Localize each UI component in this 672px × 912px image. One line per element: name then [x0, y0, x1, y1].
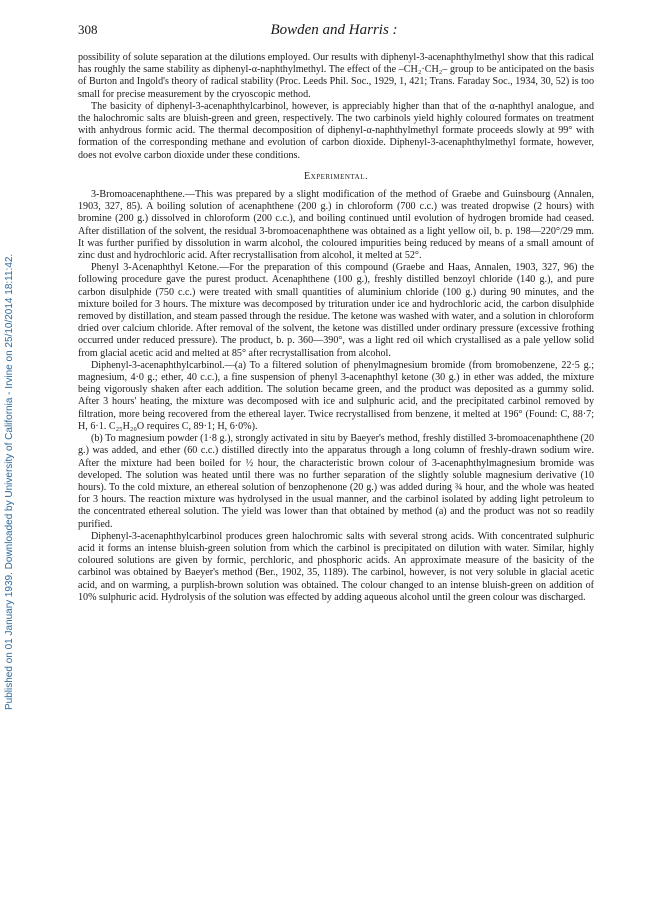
paragraph-bromoacenaphthene: 3-Bromoacenaphthene.—This was prepared by a slight modification of the method of Graebe and Guinsbourg (Annalen, 1903, 327, 85). A boiling solution of acenaphthene (200 g.) in chloroform (700 c.c.) was treated dropwise (2 hours) with bromine (200 g.) dissolved in chloroform (200 c.c.), and boiling continued until evolution of hydrogen bromide had ceased. After distillation of the solvent, the residual 3-bromoacenaphthene was obtained as a light yellow oil, b. p. 198—220°/29 mm. It was further purified by dissolution in warm alcohol, the coloured impurities being reduced by means of a small amount of zinc dust and hydrochloric acid. After recrystallisation from alcohol, it melted at 52°. — [78, 189, 594, 262]
paragraph-basicity: The basicity of diphenyl-3-acenaphthylcarbinol, however, is appreciably higher than that of the α-naphthyl analogue, and the halochromic salts are bluish-green and green, respectively. The two carbinols yield highly coloured formates on treatment with anhydrous formic acid. The thermal decomposition of diphenyl-α-naphthylmethyl formate proceeds slowly at 99° with formation of the corresponding methane and evolution of carbon dioxide. Diphenyl-3-acenaphthylmethyl formate, however, does not evolve carbon dioxide under these conditions. — [78, 100, 594, 161]
page-header — [78, 22, 594, 44]
paragraph-phenyl-ketone: Phenyl 3-Acenaphthyl Ketone.—For the preparation of this compound (Graebe and Haas, Annalen, 1903, 327, 96) the following procedure gave the purest product. Acenaphthene (100 g.), freshly distilled benzoyl chloride (140 g.), and pure carbon disulphide (750 c.c.) were treated with small quantities of aluminium chloride (100 g.) during 90 minutes, and the mixture boiled for 3 hours. The mixture was decomposed by trituration under ice and hydrochloric acid, the carbon disulphide removed by distillation, and steam passed through the residue. The ketone was washed with water, and a solution in chloroform dried over calcium chloride. After removal of the solvent, the ketone was distilled under ordinary pressure (excessive frothing occurred under reduced pressure). The product, b. p. 360—390°, was a light red oil which crystallised as a pale yellow solid from glacial acetic acid and melted at 85° after recrystallisation from alcohol. — [78, 262, 594, 359]
paragraph-carbinol-method-b: (b) To magnesium powder (1·8 g.), strongly activated in situ by Baeyer's method, freshly distilled 3-bromoacenaphthene (20 g.) was added, and ether (60 c.c.) distilled directly into the apparatus through a long column of freshly-drawn sodium wire. After the mixture had been boiled for ½ hour, the characteristic brown colour of 3-acenaphthylmagnesium bromide was developed. The solution was heated until there was no further separation of the slightly soluble magnesium derivative (10 hours). To the cold mixture, an ethereal solution of benzophenone (20 g.) was added during ¾ hour, and the whole was heated for 3 hours. The reaction mixture was hydrolysed in the usual manner, and the carbinol isolated by adding light petroleum to the concentrated ethereal solution. The yield was lower than that obtained by method (a) and the product was not so readily purified. — [78, 433, 594, 530]
paragraph-halochromic-salts: Diphenyl-3-acenaphthylcarbinol produces green halochromic salts with several strong acids. With concentrated sulphuric acid it forms an intense bluish-green solution from which the carbinol is precipitated on dilution with water. Similar, highly coloured solutions are given by formic, perchloric, and phosphoric acids. An approximate measure of the basicity of the carbinol was obtained by Baeyer's method (Ber., 1902, 35, 1189). The carbinol, however, is not very soluble in glacial acetic acid, and on warming, a purplish-brown solution was obtained. The colour changed to an intense bluish-green on addition of 10% sulphuric acid. Hydrolysis of the solution was effected by adding aqueous alcohol until the green colour was discharged. — [78, 530, 594, 603]
paragraph-carbinol-method-a: Diphenyl-3-acenaphthylcarbinol.—(a) To a filtered solution of phenylmagnesium bromide (from bromobenzene, 22·5 g.; magnesium, 4·0 g.; ether, 40 c.c.), a fine suspension of phenyl 3-acenaphthyl ketone (30 g.) in ether was added, the mixture being vigorously shaken after each addition. The solution became green, and the product was deposited as a gummy solid. After 3 hours' heating, the mixture was decomposed with ice and sulphuric acid, and the precipitated carbinol removed by filtration, more being recovered from the ethereal layer. Twice recrystallised from benzene, it melted at 196° (Found: C, 88·7; H, 6·1. C₂₅H₂₀O requires C, 89·1; H, 6·0%). — [78, 359, 594, 432]
page-number: 308 — [78, 22, 98, 37]
download-watermark — [3, 70, 17, 710]
body-text — [78, 52, 594, 604]
download-watermark-text: Published on 01 January 1939. Downloaded by University of California - Irvine on 25/10/2014 18:11:42. — [4, 253, 15, 710]
running-head: Bowden and Harris : — [270, 22, 398, 38]
section-heading-text: Experimental. — [303, 170, 368, 182]
paragraph-radical-stability: possibility of solute separation at the dilutions employed. Our results with diphenyl-3-acenaphthylmethyl show that this radical has roughly the same stability as diphenyl-α-naphthylmethyl. The effect of the –CH₂·CH₂– group to be anticipated on the basis of Burton and Ingold's theory of radical stability (Proc. Leeds Phil. Soc., 1929, 1, 421; Trans. Faraday Soc., 1934, 30, 52) is too small for precise measurement by the cryoscopic method. — [78, 52, 594, 100]
section-heading-experimental — [78, 171, 594, 183]
journal-page — [78, 0, 594, 604]
